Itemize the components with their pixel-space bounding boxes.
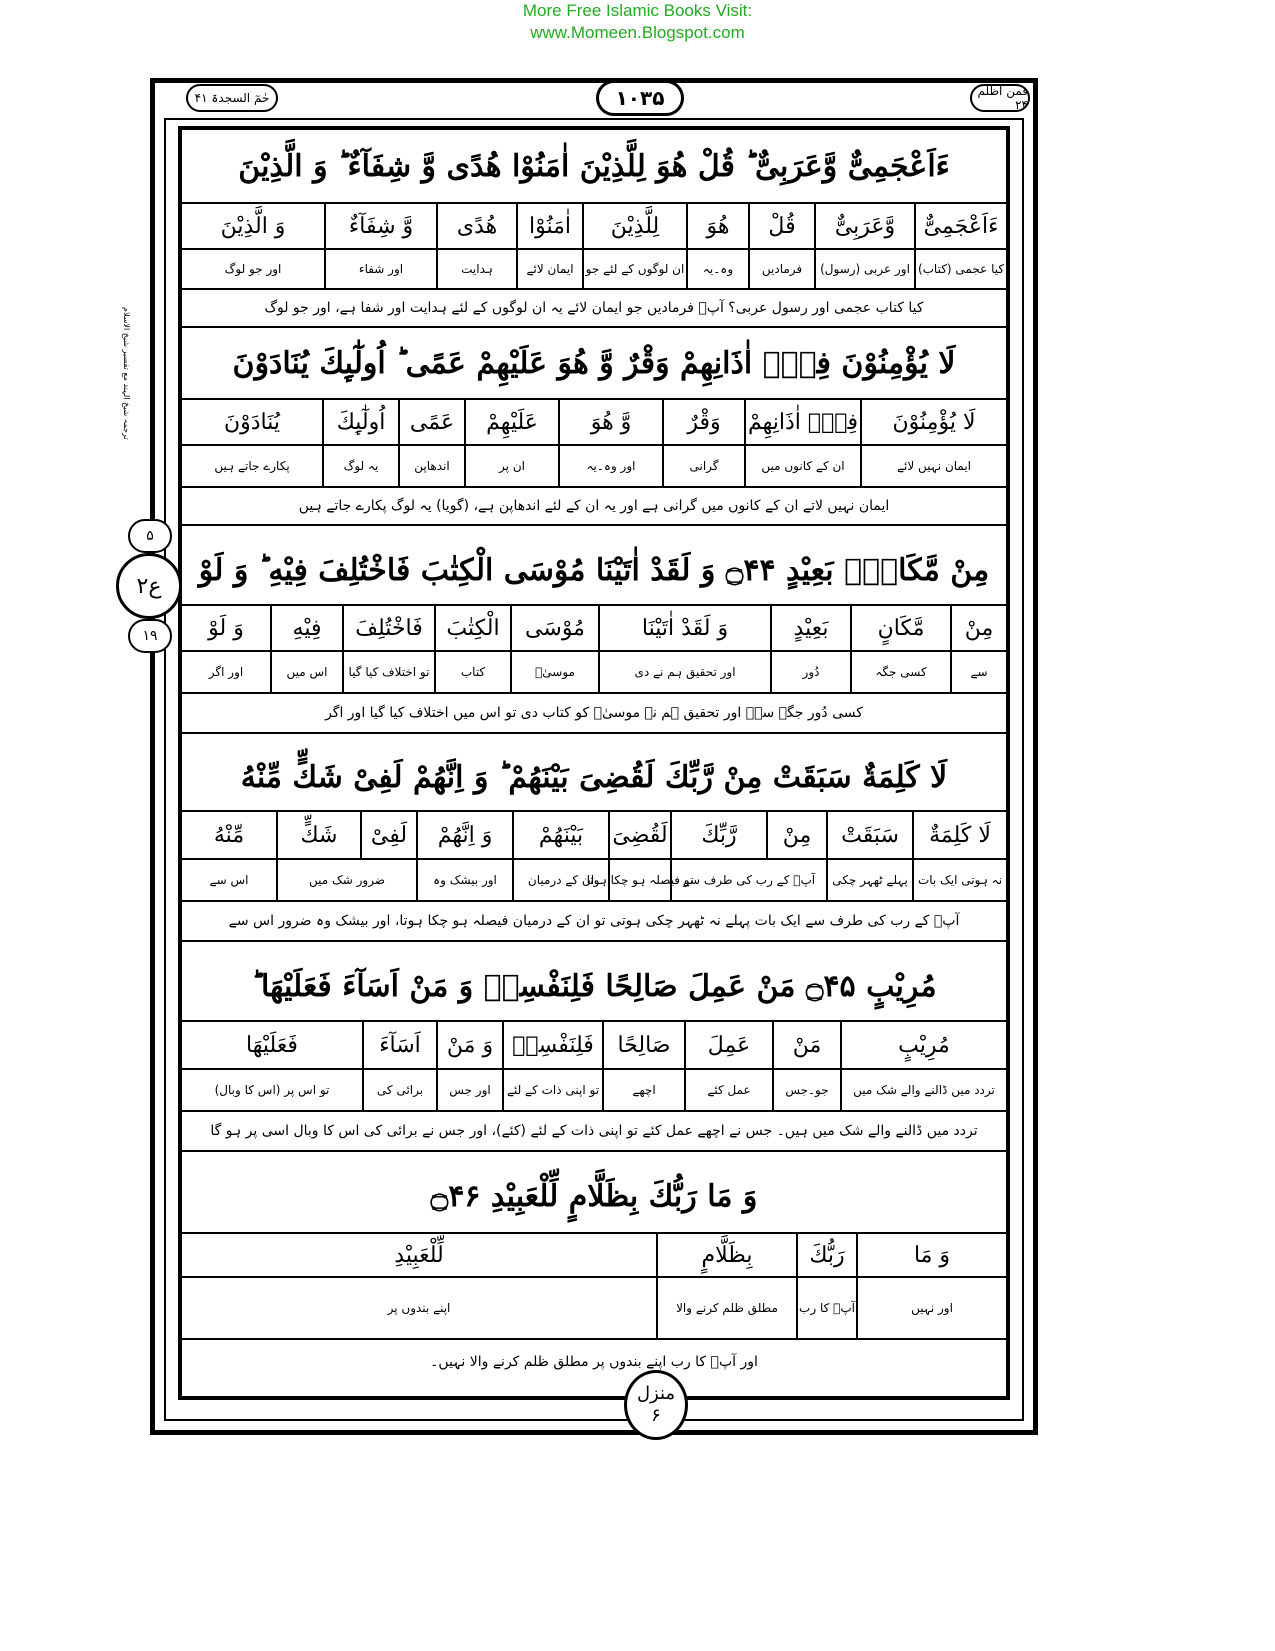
word-cell: عَمًى <box>398 400 464 444</box>
meaning-cell: گرانی <box>662 446 744 486</box>
word-row <box>182 398 1006 444</box>
word-cell: قُلْ <box>748 204 814 248</box>
meaning-cell: ہدایت <box>436 250 516 288</box>
meaning-cell: ایمان نہیں لائے <box>860 446 1006 486</box>
word-cell: وَ مَا <box>856 1234 1006 1276</box>
verse-line: مُرِیْبٍ ۝۴۵ مَنْ عَمِلَ صَالِحًا فَلِنَفْسِهٖ وَ مَنْ اَسَآءَ فَعَلَیْهَا ؕ <box>251 968 937 1004</box>
meaning-cell: برائی کی <box>362 1070 436 1110</box>
meaning-cell: ان کے کانوں میں <box>744 446 860 486</box>
word-cell: شَكٍّ <box>276 812 360 858</box>
word-cell: لَفِیْ <box>360 812 416 858</box>
meaning-cell: آپؐ کا رب <box>796 1278 856 1338</box>
watermark-link[interactable]: www.Momeen.Blogspot.com <box>530 23 745 42</box>
translation-line: کیا کتاب عجمی اور رسول عربی؟ آپؐ فرمادیں جو ایمان لائے یہ ان لوگوں کے لئے ہدایت اور شفا ہے، اور جو لوگ <box>182 288 1006 328</box>
meaning-row <box>182 248 1006 288</box>
word-cell: ءَاَعْجَمِیٌّ <box>914 204 1006 248</box>
watermark <box>0 0 1275 44</box>
meaning-cell: تو اختلاف کیا گیا <box>342 652 434 692</box>
word-cell: هُوَ <box>686 204 748 248</box>
translation-line: ایمان نہیں لاتے ان کے کانوں میں گرانی ہے اور یہ ان کے لئے اندھاپن ہے، (گویا) یہ لوگ پکارے جاتے ہیں <box>182 486 1006 526</box>
meaning-cell: تو اس پر (اس کا وبال) <box>214 1083 330 1097</box>
meaning-cell: اس میں <box>270 652 342 692</box>
word-cell: فَاخْتُلِفَ <box>342 606 434 650</box>
word-cell: صَالِحًا <box>602 1022 684 1068</box>
word-cell: لِّلْعَبِیْدِ <box>394 1242 444 1268</box>
meaning-cell: سے <box>950 652 1006 692</box>
word-cell: وَّعَرَبِیٌّ <box>814 204 914 248</box>
meaning-cell: اور نہیں <box>856 1278 1006 1338</box>
meaning-cell: ان پر <box>464 446 558 486</box>
translation-line: آپؐ کے رب کی طرف سے ایک بات پہلے نہ ٹھہر چکی ہوتی تو ان کے درمیان فیصلہ ہو چکا ہوتا، اور بیشک وہ ضرور اس سے <box>182 900 1006 942</box>
meaning-cell: فرمادیں <box>748 250 814 288</box>
verse-line: لَا كَلِمَةٌ سَبَقَتْ مِنْ رَّبِّكَ لَقُضِیَ بَیْنَهُمْ ؕ وَ اِنَّهُمْ لَفِیْ شَكٍّ مِّنْهُ <box>240 759 948 795</box>
ruku-marker: ع۲ <box>116 553 182 619</box>
watermark-line-1: More Free Islamic Books Visit: <box>522 1 753 20</box>
meaning-cell: اور وہ۔یہ <box>558 446 662 486</box>
word-cell: مِنْ <box>950 606 1006 650</box>
word-cell: یُنَادَوْنَ <box>223 409 281 435</box>
meaning-row <box>182 1068 1006 1110</box>
word-cell: بَعِیْدٍ <box>770 606 850 650</box>
word-cell: بِظَلَّامٍ <box>656 1234 796 1276</box>
meaning-cell: مطلق ظلم کرنے والا <box>656 1278 796 1338</box>
word-cell: فِیْۤ اٰذَانِهِمْ <box>744 400 860 444</box>
word-row <box>182 810 1006 858</box>
word-row <box>182 604 1006 650</box>
translation-line: کسی دُور جگہ سے۔ اور تحقیق ہم نے موسیٰؑ کو کتاب دی تو اس میں اختلاف کیا گیا اور اگر <box>182 692 1006 734</box>
section-4 <box>182 744 1006 954</box>
word-cell: اَسَآءَ <box>362 1022 436 1068</box>
meaning-cell: اچھے <box>602 1070 684 1110</box>
word-cell: عَمِلَ <box>684 1022 772 1068</box>
word-cell: لَقُضِیَ <box>608 812 670 858</box>
page-number: ۱۰۳۵ <box>596 80 684 116</box>
verse-line: لَا یُؤْمِنُوْنَ فِیْۤ اٰذَانِهِمْ وَقْرٌ وَّ هُوَ عَلَیْهِمْ عَمًى ؕ اُولٰٓىِٕكَ یُنَادَوْنَ <box>232 345 956 381</box>
meaning-cell: عمل کئے <box>684 1070 772 1110</box>
word-cell: سَبَقَتْ <box>826 812 912 858</box>
word-cell: وَ الَّذِیْنَ <box>220 213 286 239</box>
meaning-cell: نہ ہوتی ایک بات <box>912 860 1006 900</box>
word-row <box>182 1020 1006 1068</box>
meaning-cell: اور تحقیق ہم نے دی <box>598 652 770 692</box>
word-cell: اُولٰٓىِٕكَ <box>322 400 398 444</box>
meaning-cell: اور جو لوگ <box>224 262 282 276</box>
meaning-cell: تردد میں ڈالنے والے شک میں <box>840 1070 1006 1110</box>
meaning-cell: اپنے بندوں پر <box>387 1301 451 1315</box>
meaning-cell: یہ لوگ <box>322 446 398 486</box>
word-cell: وَّ هُوَ <box>558 400 662 444</box>
verse-line: وَ مَا رَبُّكَ بِظَلَّامٍ لِّلْعَبِیْدِ ۝۴۶ <box>430 1178 758 1214</box>
meaning-cell: ان کے درمیان <box>512 860 608 900</box>
meaning-cell: وہ۔یہ <box>686 250 748 288</box>
meaning-cell: کتاب <box>434 652 510 692</box>
manzil-number: ۶ <box>651 1405 661 1426</box>
meaning-cell: اندھاپن <box>398 446 464 486</box>
meaning-row <box>182 1276 1006 1338</box>
meaning-cell: کسی جگہ <box>850 652 950 692</box>
verse-line: مِنْ مَّكَانٍۭ بَعِیْدٍ ۝۴۴ وَ لَقَدْ اٰتَیْنَا مُوْسَى الْكِتٰبَ فَاخْتُلِفَ فِیْهِ ؕ وَ لَوْ <box>198 552 990 588</box>
word-cell: لَا یُؤْمِنُوْنَ <box>860 400 1006 444</box>
translation-line: تردد میں ڈالنے والے شک میں ہیں۔ جس نے اچھے عمل کئے تو اپنی ذات کے لئے (کئے)، اور جس نے برائی کی اس کا وبال اسی پر ہو گا <box>182 1110 1006 1152</box>
word-cell: وَ لَوْ <box>208 615 244 641</box>
word-cell: عَلَیْهِمْ <box>464 400 558 444</box>
section-2 <box>182 328 1006 538</box>
section-5 <box>182 952 1006 1162</box>
manzil-badge <box>624 1370 688 1440</box>
word-cell: مِّنْهُ <box>213 822 245 848</box>
word-cell: فَلِنَفْسِهٖ <box>502 1022 602 1068</box>
word-cell: فَعَلَیْهَا <box>246 1032 298 1058</box>
word-cell: وَّ شِفَآءٌ <box>324 204 436 248</box>
meaning-cell: تو فیصلہ ہو چکا ہوتا <box>608 860 670 900</box>
word-cell: مَنْ <box>772 1022 840 1068</box>
meaning-cell: موسیٰؑ <box>510 652 598 692</box>
manzil-label: منزل <box>636 1383 676 1404</box>
word-cell: لِلَّذِیْنَ <box>582 204 686 248</box>
word-cell: مُرِیْبٍ <box>840 1022 1006 1068</box>
meaning-cell: کیا عجمی (کتاب) <box>914 250 1006 288</box>
word-cell: رَّبِّكَ <box>670 812 766 858</box>
section-3 <box>182 536 1006 746</box>
word-cell: لَا كَلِمَةٌ <box>912 812 1006 858</box>
word-cell: اٰمَنُوْا <box>516 204 582 248</box>
meaning-cell: اور بیشک وہ <box>416 860 512 900</box>
meaning-cell: پہلے ٹھہر چکی <box>826 860 912 900</box>
word-cell: رَبُّكَ <box>796 1234 856 1276</box>
ruku-verse-count: ۵ <box>128 519 172 553</box>
word-row <box>182 1232 1006 1276</box>
word-row <box>182 202 1006 248</box>
meaning-cell: ضرور شک میں <box>276 860 416 900</box>
meaning-cell: ایمان لائے <box>516 250 582 288</box>
meaning-cell: ان لوگوں کے لئے جو <box>582 250 686 288</box>
word-cell: مِنْ <box>766 812 826 858</box>
meaning-cell: آپؐ کے رب کی طرف سے <box>670 860 826 900</box>
meaning-cell: دُور <box>770 652 850 692</box>
meaning-cell: پکارے جاتے ہیں <box>214 459 290 473</box>
verse-line: ءَاَعْجَمِیٌّ وَّعَرَبِیٌّ ؕ قُلْ هُوَ لِلَّذِیْنَ اٰمَنُوْا هُدًى وَّ شِفَآءٌ ؕ وَ الَّذِیْنَ <box>238 148 950 184</box>
meaning-cell: اس سے <box>209 873 249 887</box>
word-cell: مَّكَانٍ <box>850 606 950 650</box>
meaning-cell: جو۔جس <box>772 1070 840 1110</box>
meaning-cell: اور عربی (رسول) <box>814 250 914 288</box>
meaning-cell: اور جس <box>436 1070 502 1110</box>
meaning-row <box>182 444 1006 486</box>
word-cell: هُدًى <box>436 204 516 248</box>
word-cell: وَ مَنْ <box>436 1022 502 1068</box>
word-cell: الْكِتٰبَ <box>434 606 510 650</box>
section-1 <box>182 130 1006 316</box>
word-cell: مُوْسَى <box>510 606 598 650</box>
word-cell: وَقْرٌ <box>662 400 744 444</box>
meaning-cell: اور شفاء <box>324 250 436 288</box>
word-cell: وَ اِنَّهُمْ <box>416 812 512 858</box>
translation-line: اور آپؐ کا رب اپنے بندوں پر مطلق ظلم کرنے والا نہیں۔ <box>182 1338 1006 1384</box>
margin-note: ترجمہ شیخ الہند مع تفسیر شیخ الاسلام <box>122 307 131 440</box>
meaning-cell: تو اپنی ذات کے لئے <box>502 1070 602 1110</box>
meaning-cell: اور اگر <box>208 665 244 679</box>
word-cell: بَیْنَهُمْ <box>512 812 608 858</box>
word-cell: فِیْهِ <box>270 606 342 650</box>
para-label: فمن اظلم ۲۴ <box>970 84 1030 112</box>
section-6 <box>182 1160 1006 1390</box>
surah-label: حٰمٓ السجدۃ ۴۱ <box>186 84 278 112</box>
meaning-row <box>182 858 1006 900</box>
word-cell: وَ لَقَدْ اٰتَیْنَا <box>598 606 770 650</box>
meaning-row <box>182 650 1006 692</box>
ruku-number: ۱۹ <box>128 619 172 653</box>
